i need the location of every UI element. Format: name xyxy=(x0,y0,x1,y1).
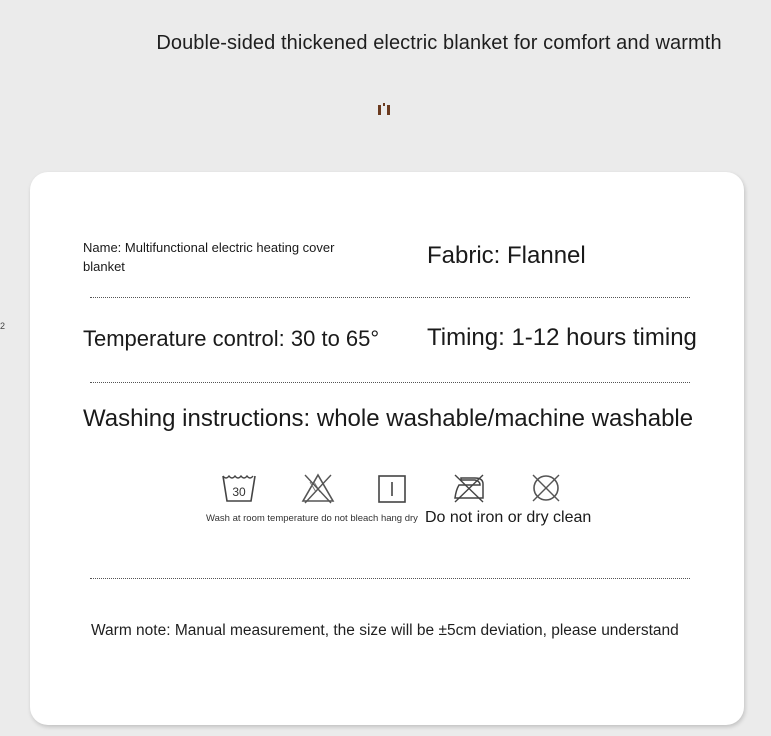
page-title: Double-sided thickened electric blanket for comfort and warmth xyxy=(156,32,722,54)
no-iron-icon xyxy=(451,472,487,504)
spec-fabric: Fabric: Flannel xyxy=(427,242,586,269)
wash-temp-label: 30 xyxy=(232,485,246,499)
divider xyxy=(90,382,690,383)
spec-card xyxy=(30,172,744,725)
no-dry-clean-icon xyxy=(528,472,564,504)
care-no-iron-label: Do not iron or dry clean xyxy=(425,509,592,526)
spec-timing: Timing: 1-12 hours timing xyxy=(427,324,697,351)
no-bleach-icon xyxy=(300,472,336,504)
divider xyxy=(90,297,690,298)
warm-note: Warm note: Manual measurement, the size will be ±5cm deviation, please understand xyxy=(91,622,679,639)
wash-30-icon xyxy=(221,472,257,504)
divider xyxy=(90,578,690,579)
spec-temperature: Temperature control: 30 to 65° xyxy=(83,326,380,351)
care-instructions-label: Wash at room temperature do not bleach hang dry xyxy=(206,513,418,524)
spec-name: Name: Multifunctional electric heating cover blanket xyxy=(83,240,335,274)
edge-mark: 2 xyxy=(0,321,6,331)
spec-washing: Washing instructions: whole washable/machine washable xyxy=(83,405,694,432)
brand-logo-icon xyxy=(377,101,397,119)
hang-dry-icon xyxy=(377,474,407,504)
